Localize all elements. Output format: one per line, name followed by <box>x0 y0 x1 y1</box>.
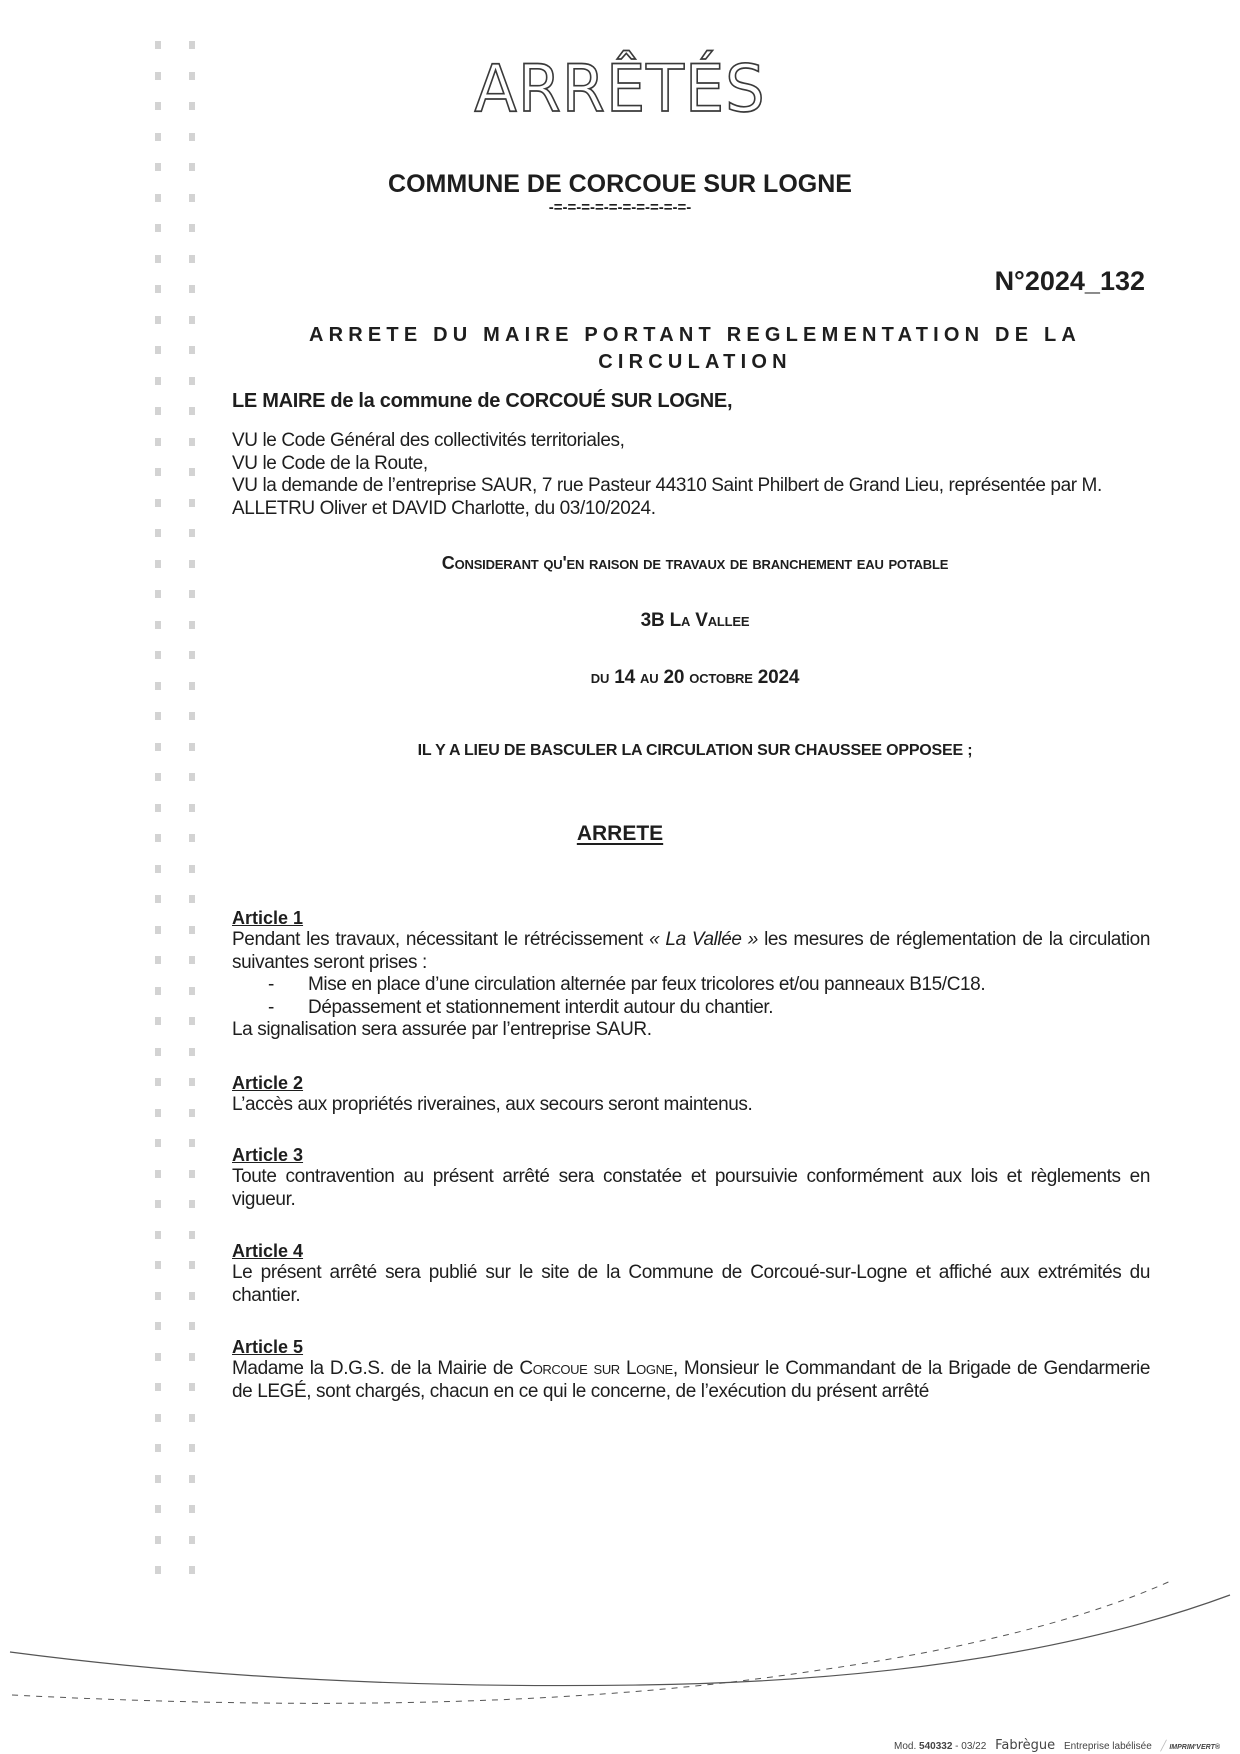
binder-hole-row <box>155 732 195 763</box>
binder-hole <box>155 316 161 324</box>
binder-hole-row <box>155 854 195 885</box>
binder-hole <box>155 1353 161 1361</box>
binder-hole <box>189 1261 195 1269</box>
binder-hole <box>189 1566 195 1574</box>
binder-hole <box>155 1322 161 1330</box>
binder-hole-row <box>155 1098 195 1129</box>
binder-hole <box>189 1444 195 1452</box>
binder-hole <box>189 987 195 995</box>
binder-hole <box>189 1139 195 1147</box>
binder-hole <box>155 377 161 385</box>
article-5 <box>232 1337 1150 1403</box>
binder-hole-row <box>155 1311 195 1342</box>
binder-hole-row <box>155 1494 195 1525</box>
binder-hole <box>155 560 161 568</box>
binder-hole-row <box>155 396 195 427</box>
binder-hole <box>155 1017 161 1025</box>
binder-hole <box>155 1109 161 1117</box>
binder-hole-row <box>155 122 195 153</box>
binder-hole <box>155 285 161 293</box>
binder-hole <box>189 682 195 690</box>
binder-hole <box>189 712 195 720</box>
article-title: Article 2 <box>232 1073 304 1093</box>
binder-hole <box>155 987 161 995</box>
binder-hole <box>155 1139 161 1147</box>
binder-hole <box>189 529 195 537</box>
binder-hole <box>155 499 161 507</box>
arrete-number: N°2024_132 <box>994 266 1145 296</box>
maire-line: LE MAIRE de la commune de CORCOUÉ SUR LOGNE, <box>232 390 733 412</box>
article-1 <box>232 908 1150 1042</box>
binder-hole-row <box>155 793 195 824</box>
vu-line: VU le Code de la Route, <box>232 452 428 474</box>
works-location: 3B La Vallee <box>640 610 750 631</box>
commune-name: COMMUNE DE CORCOUE SUR LOGNE <box>388 170 852 198</box>
binder-hole <box>189 1414 195 1422</box>
binder-hole <box>189 560 195 568</box>
article-title: Article 4 <box>232 1241 304 1261</box>
binder-hole <box>189 743 195 751</box>
binder-hole-row <box>155 457 195 488</box>
binder-hole <box>189 438 195 446</box>
binder-hole-row <box>155 579 195 610</box>
binder-hole-row <box>155 305 195 336</box>
considerant-line: Considerant qu'en raison de travaux de branchement eau potable <box>441 553 949 573</box>
binder-hole <box>189 346 195 354</box>
binder-hole <box>155 133 161 141</box>
article-4 <box>232 1241 1150 1307</box>
binder-hole <box>189 1353 195 1361</box>
binder-hole <box>189 1048 195 1056</box>
binder-hole <box>189 773 195 781</box>
binder-hole-row <box>155 1464 195 1495</box>
binder-hole <box>189 1322 195 1330</box>
binder-hole <box>155 895 161 903</box>
binder-hole <box>189 1475 195 1483</box>
binder-hole <box>155 468 161 476</box>
binder-hole <box>189 407 195 415</box>
title-separator: -=-=-=-=-=-=-=-=-=-=- <box>548 199 692 216</box>
binder-hole <box>189 377 195 385</box>
binder-hole <box>189 804 195 812</box>
binder-hole <box>189 499 195 507</box>
binder-hole-row <box>155 274 195 305</box>
article-closing: La signalisation sera assurée par l’entreprise SAUR. <box>232 1019 652 1040</box>
binder-hole <box>155 926 161 934</box>
binder-hole-row <box>155 1342 195 1373</box>
binder-hole <box>155 1505 161 1513</box>
binder-hole-row <box>155 1067 195 1098</box>
binder-hole-row <box>155 335 195 366</box>
binder-hole <box>155 712 161 720</box>
binder-hole <box>155 1383 161 1391</box>
binder-hole <box>155 438 161 446</box>
binder-hole <box>189 1017 195 1025</box>
binder-hole <box>155 743 161 751</box>
binder-hole-row <box>155 1128 195 1159</box>
binder-hole-row <box>155 1250 195 1281</box>
arrete-heading: ARRETE <box>576 822 664 845</box>
binder-hole <box>189 1200 195 1208</box>
binder-hole-row <box>155 549 195 580</box>
binder-hole <box>189 316 195 324</box>
binder-hole <box>155 1292 161 1300</box>
binder-hole-row <box>155 518 195 549</box>
binder-hole-row <box>155 366 195 397</box>
binder-hole <box>155 865 161 873</box>
binder-hole-row <box>155 640 195 671</box>
binder-hole-row <box>155 244 195 275</box>
binder-hole-row <box>155 976 195 1007</box>
binder-hole <box>189 285 195 293</box>
leaf-icon: ╱ <box>1160 1741 1167 1752</box>
arrete-title: ARRETE DU MAIRE PORTANT REGLEMENTATION DE LA CIRCULATION <box>308 324 1082 373</box>
binder-hole <box>155 41 161 49</box>
binder-hole <box>155 804 161 812</box>
binder-hole <box>189 255 195 263</box>
binder-hole <box>189 621 195 629</box>
article-3 <box>232 1145 1150 1211</box>
binder-hole-row <box>155 945 195 976</box>
article-text: L’accès aux propriétés riveraines, aux secours seront maintenus. <box>232 1094 753 1115</box>
binder-hole <box>189 895 195 903</box>
binder-hole-row <box>155 1525 195 1556</box>
article-title: Article 3 <box>232 1145 304 1165</box>
binder-hole <box>189 956 195 964</box>
binder-hole <box>189 41 195 49</box>
binder-hole <box>155 1566 161 1574</box>
works-dates: du 14 au 20 octobre 2024 <box>590 667 800 688</box>
binder-hole <box>155 651 161 659</box>
measures-list <box>232 974 1150 1019</box>
article-title: Article 5 <box>232 1337 304 1357</box>
binder-hole-row <box>155 762 195 793</box>
binder-hole-row <box>155 427 195 458</box>
binder-hole <box>189 1505 195 1513</box>
binder-hole <box>155 1200 161 1208</box>
imprimvert-label: IMPRIM'VERT® <box>1169 1744 1220 1751</box>
binder-hole <box>155 956 161 964</box>
binder-hole-row <box>155 1006 195 1037</box>
binder-hole <box>155 1414 161 1422</box>
binder-hole-row <box>155 610 195 641</box>
binder-hole <box>189 224 195 232</box>
binder-hole <box>155 1231 161 1239</box>
binder-hole <box>189 865 195 873</box>
binder-hole <box>155 773 161 781</box>
binder-hole-row <box>155 1372 195 1403</box>
binder-hole <box>189 133 195 141</box>
binder-hole <box>189 590 195 598</box>
binder-hole <box>155 407 161 415</box>
binder-hole <box>155 621 161 629</box>
binder-hole <box>189 1170 195 1178</box>
binder-hole-row <box>155 671 195 702</box>
il-y-a-lieu-line: IL Y A LIEU DE BASCULER LA CIRCULATION SUR CHAUSSEE OPPOSEE ; <box>417 742 973 759</box>
binder-hole-row <box>155 213 195 244</box>
binder-hole-row <box>155 1403 195 1434</box>
footer-solid-curve <box>10 1595 1230 1686</box>
binder-hole <box>155 1444 161 1452</box>
vu-block <box>232 430 1152 520</box>
article-text: Pendant les travaux, nécessitant le rétrécissement « La Vallée » les mesures de réglementation de la circulation suivantes seront prises : <box>232 929 1151 973</box>
vu-line: VU la demande de l’entreprise SAUR, 7 rue Pasteur 44310 Saint Philbert de Grand Lieu, représentée par M. ALLETRU Oliver et DAVID Charlotte, du 03/10/2024. <box>232 475 1102 519</box>
binder-hole <box>189 1109 195 1117</box>
binder-hole <box>155 1048 161 1056</box>
binder-holes <box>155 30 195 1586</box>
binder-hole <box>189 1536 195 1544</box>
binder-hole <box>155 224 161 232</box>
binder-hole <box>155 1170 161 1178</box>
article-text: Madame la D.G.S. de la Mairie de Corcoue sur Logne, Monsieur le Commandant de la Brigade de Gendarmerie de LEGÉ, sont chargés, chacun en ce qui le concerne, de l’exécution du présent arrêté <box>232 1358 1150 1402</box>
document-type-title: ARRÊTÉS <box>474 50 766 127</box>
list-item: - Dépassement et stationnement interdit autour du chantier. <box>268 996 774 1018</box>
binder-hole-row <box>155 884 195 915</box>
binder-hole-row <box>155 1281 195 1312</box>
binder-hole <box>155 590 161 598</box>
binder-hole <box>155 255 161 263</box>
binder-hole <box>155 1261 161 1269</box>
binder-hole-row <box>155 701 195 732</box>
binder-hole <box>155 682 161 690</box>
binder-hole-row <box>155 1159 195 1190</box>
article-text: Toute contravention au présent arrêté sera constatée et poursuivie conformément aux lois et règlements en vigueur. <box>232 1166 1150 1210</box>
vu-line: VU le Code Général des collectivités territoriales, <box>232 430 625 451</box>
binder-hole-row <box>155 1189 195 1220</box>
binder-hole <box>189 468 195 476</box>
article-2 <box>232 1073 1150 1117</box>
binder-hole-row <box>155 1037 195 1068</box>
binder-hole <box>189 1231 195 1239</box>
binder-hole <box>189 1383 195 1391</box>
binder-hole <box>155 1078 161 1086</box>
list-item: - Mise en place d’une circulation alternée par feux tricolores et/ou panneaux B15/C18. <box>268 974 986 995</box>
binder-hole <box>155 346 161 354</box>
binder-hole <box>155 1536 161 1544</box>
binder-hole-row <box>155 915 195 946</box>
article-title: Article 1 <box>232 908 304 928</box>
binder-hole-row <box>155 1220 195 1251</box>
binder-hole-row <box>155 488 195 519</box>
binder-hole <box>155 529 161 537</box>
binder-hole <box>155 1475 161 1483</box>
footer-decorative-curves <box>0 1580 1240 1710</box>
article-text: Le présent arrêté sera publié sur le site de la Commune de Corcoué-sur-Logne et affiché aux extrémités du chantier. <box>232 1262 1150 1306</box>
printer-brand: Fabrègue <box>995 1738 1056 1753</box>
binder-hole <box>189 1292 195 1300</box>
binder-hole <box>189 651 195 659</box>
footer-imprint: Mod. 540332 - 03/22 Fabrègue Entreprise labélisée ╱ IMPRIM'VERT® <box>894 1738 1220 1753</box>
binder-hole-row <box>155 1433 195 1464</box>
binder-hole <box>189 1078 195 1086</box>
binder-hole <box>189 926 195 934</box>
